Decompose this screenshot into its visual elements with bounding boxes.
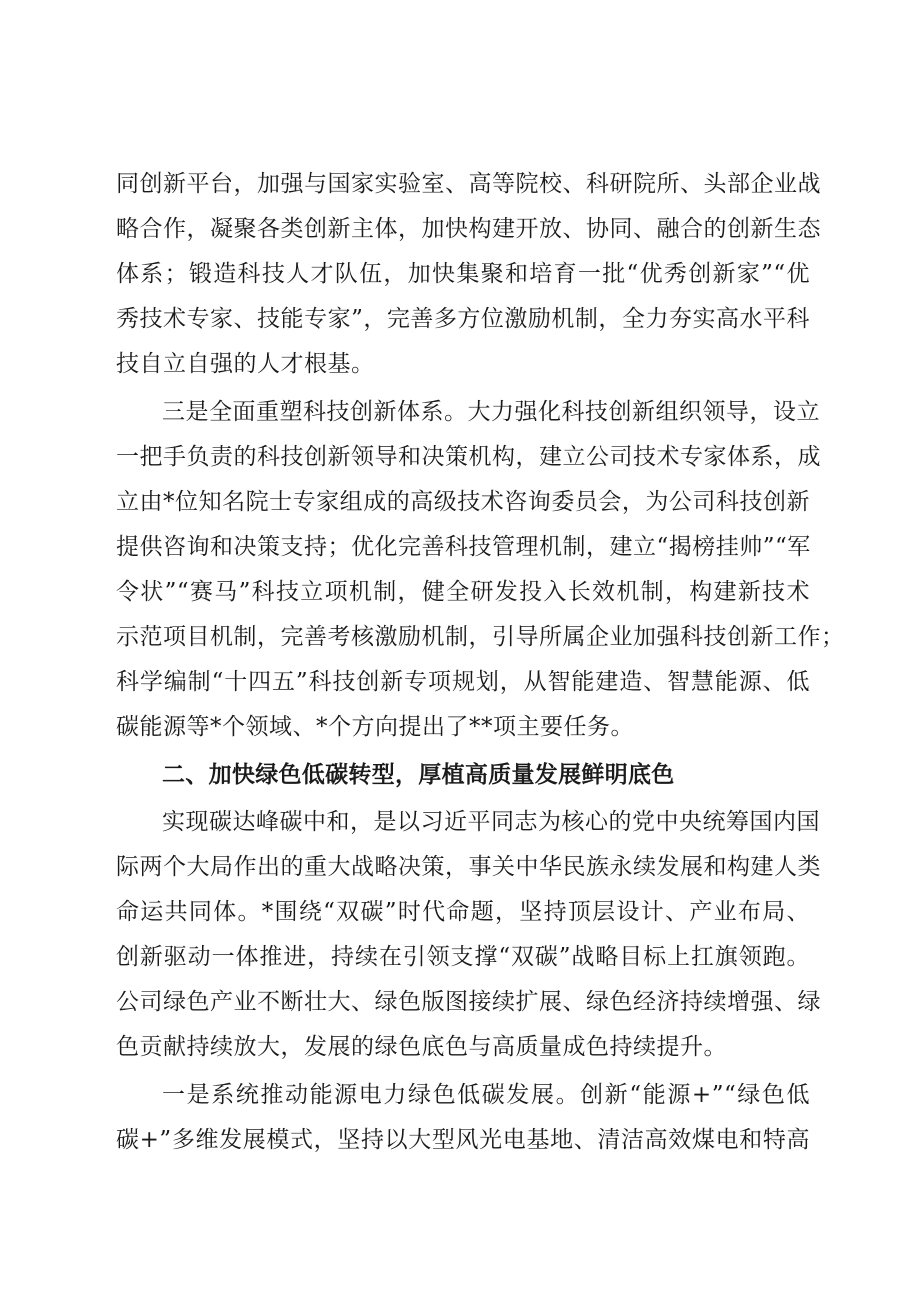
paragraph-line: 示范项目机制，完善考核激励机制，引导所属企业加强科技创新工作； [116, 624, 845, 650]
paragraph-line: 碳+”多维发展模式，坚持以大型风光电基地、清洁高效煤电和特高 [116, 1127, 810, 1153]
paragraph-line: 提供咨询和决策支持；优化完善科技管理机制，建立“揭榜挂帅”“军 [116, 534, 811, 560]
paragraph-line: 命运共同体。*围绕“双碳”时代命题，坚持顶层设计、产业布局、 [116, 899, 810, 925]
paragraph-line: 秀技术专家、技能专家”，完善多方位激励机制，全力夯实高水平科 [116, 306, 810, 332]
paragraph-line: 三是全面重塑科技创新体系。大力强化科技创新组织领导，设立 [162, 399, 820, 425]
paragraph-line: 同创新平台，加强与国家实验室、高等院校、科研院所、头部企业战 [116, 171, 821, 197]
paragraph-line: 立由*位知名院士专家组成的高级技术咨询委员会，为公司科技创新 [116, 489, 810, 515]
paragraph-line: 令状”“赛马”科技立项机制，健全研发投入长效机制，构建新技术 [116, 579, 810, 605]
paragraph-line: 碳能源等*个领域、*个方向提出了**项主要任务。 [116, 714, 634, 740]
paragraph-line: 略合作，凝聚各类创新主体，加快构建开放、协同、融合的创新生态 [116, 216, 821, 242]
paragraph-line: 技自立自强的人才根基。 [116, 351, 375, 377]
paragraph-line: 一是系统推动能源电力绿色低碳发展。创新“能源+”“绿色低 [162, 1082, 810, 1108]
paragraph-line: 公司绿色产业不断壮大、绿色版图接续扩展、绿色经济持续增强、绿 [116, 989, 821, 1015]
paragraph-line: 实现碳达峰碳中和，是以习近平同志为核心的党中央统筹国内国 [162, 809, 820, 835]
paragraph-line: 色贡献持续放大，发展的绿色底色与高质量成色持续提升。 [116, 1034, 727, 1060]
paragraph-line: 体系；锻造科技人才队伍，加快集聚和培育一批“优秀创新家”“优 [116, 261, 810, 287]
paragraph-line: 科学编制“十四五”科技创新专项规划，从智能建造、智慧能源、低 [116, 669, 810, 695]
section-heading: 二、加快绿色低碳转型，厚植高质量发展鲜明底色 [162, 762, 675, 788]
paragraph-line: 创新驱动一体推进，持续在引领支撑“双碳”战略目标上扛旗领跑。 [116, 944, 810, 970]
paragraph-line: 一把手负责的科技创新领导和决策机构，建立公司技术专家体系，成 [116, 444, 821, 470]
paragraph-line: 际两个大局作出的重大战略决策，事关中华民族永续发展和构建人类 [116, 854, 821, 880]
